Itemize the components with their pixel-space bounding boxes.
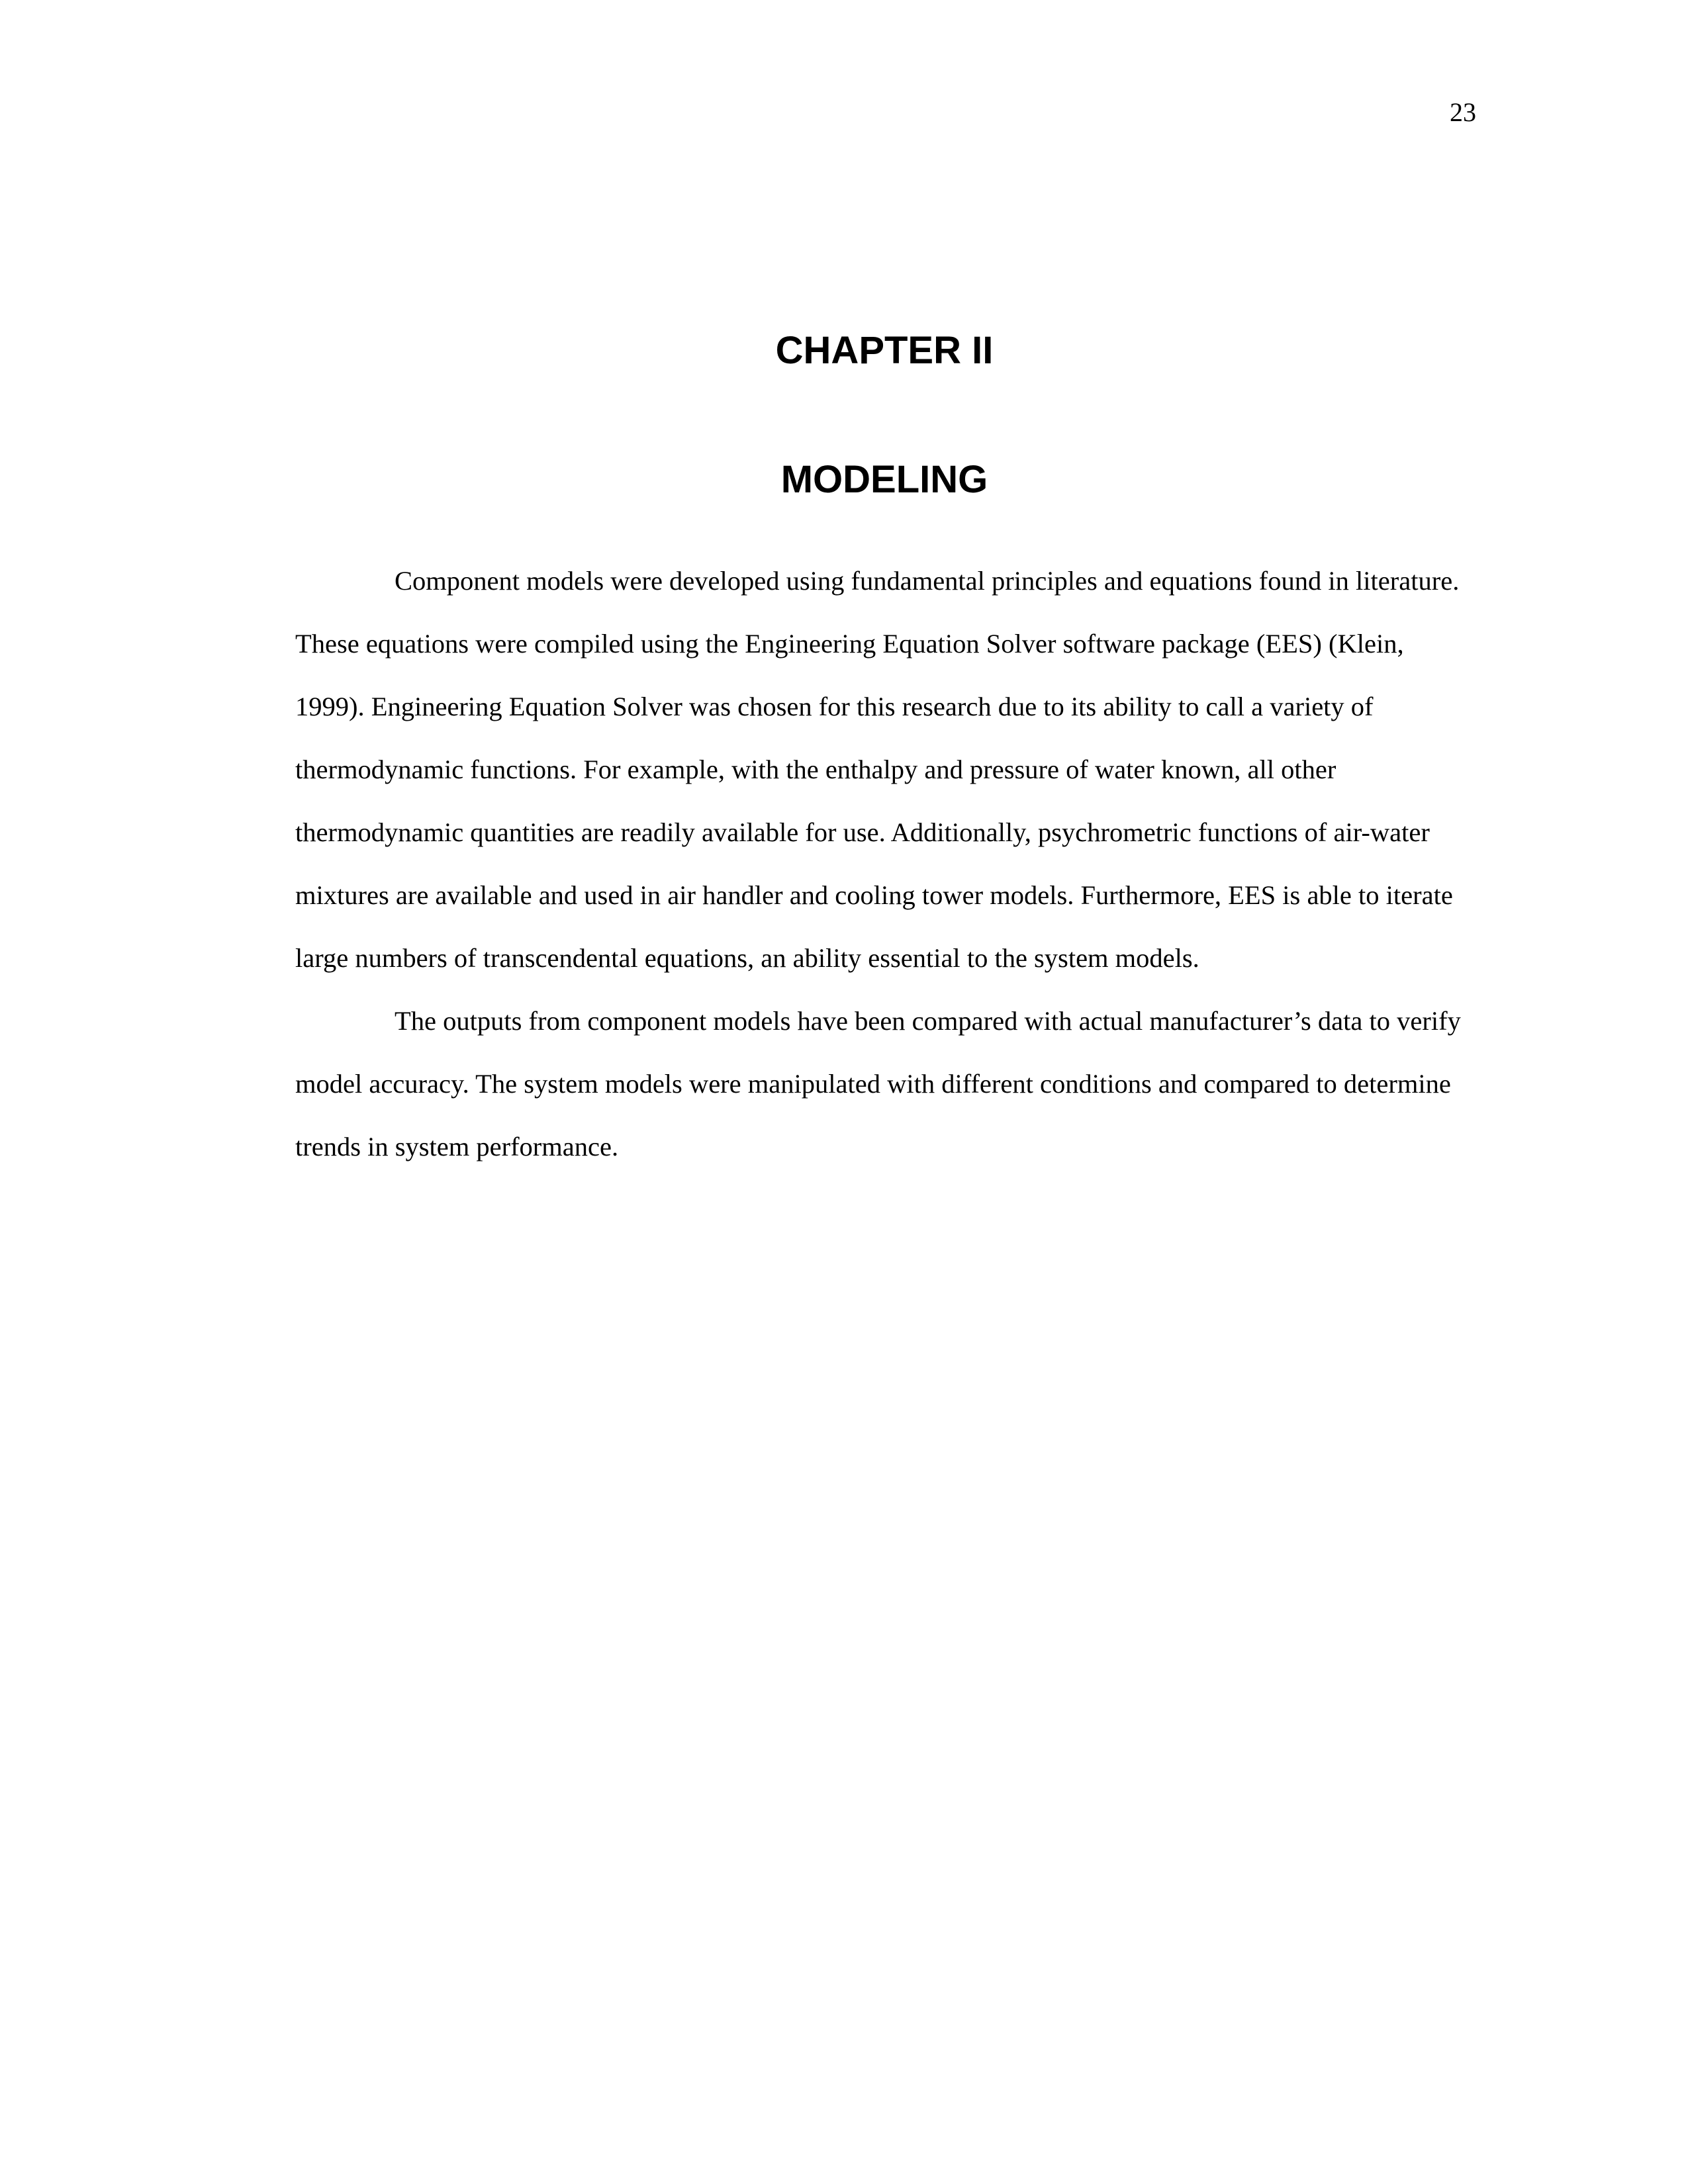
chapter-title: MODELING	[780, 458, 988, 501]
paragraph: The outputs from component models have been compared with actual manufacturer’s data to verify model accuracy. The system models were manipulated with different conditions and compared to determine trends in system performance.	[295, 1006, 1461, 1161]
page-number: 23	[1450, 97, 1476, 127]
body-text	[295, 549, 1476, 1178]
paragraph: Component models were developed using fundamental principles and equations found in literature. These equations were compiled using the Engineering Equation Solver software package (EES) (Klein, 1999). Engineering Equation Solver was chosen for this research due to its ability to call a variety of thermodynamic functions. For example, with the enthalpy and pressure of water known, all other thermodynamic quantities are readily available for use. Additionally, psychrometric functions of air-water mixtures are available and used in air handler and cooling tower models. Furthermore, EES is able to iterate large numbers of transcendental equations, an ability essential to the system models.	[295, 566, 1460, 973]
chapter-heading: CHAPTER II	[775, 329, 994, 372]
